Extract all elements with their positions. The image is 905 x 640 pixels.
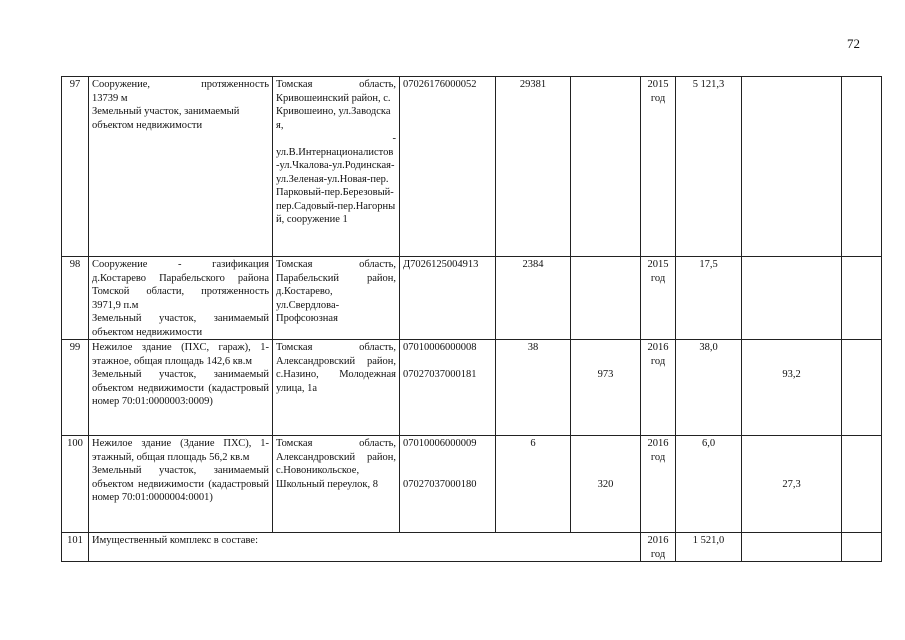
code-land: 07027037000181 [403, 369, 477, 380]
row-number: 98 [62, 257, 89, 340]
value-4 [742, 77, 842, 257]
table-row [62, 436, 882, 533]
object-description [89, 77, 273, 257]
value-2 [571, 436, 641, 533]
row-number: 101 [62, 533, 89, 562]
value-4 [742, 533, 842, 562]
value-1: 38 [496, 340, 571, 436]
year: 2016 год [641, 436, 676, 533]
row-number: 99 [62, 340, 89, 436]
value-4-land: 27,3 [782, 478, 801, 490]
value-3: 6,0 [676, 436, 742, 533]
desc-length: 13739 м [92, 92, 128, 104]
addr-dash: - [392, 133, 396, 144]
year: 2016 год [641, 340, 676, 436]
cadastral-code: Д7026125004913 [400, 257, 496, 340]
addr-part: Кривошеинский район, с.Кривошеино, ул.Заводская, [276, 92, 391, 131]
value-2 [571, 340, 641, 436]
cadastral-code: 07026176000052 [400, 77, 496, 257]
object-address: Томская область, Александровский район, с.Новоникольское, Школьный переулок, 8 [273, 436, 400, 533]
desc-main: Сооружение - газификация д.Костарево Парабельского района Томской области, протяженность 3971,9 п.м [92, 259, 269, 311]
row-number: 100 [62, 436, 89, 533]
object-address: Томская область, Александровский район, с.Назино, Молодежная улица, 1а [273, 340, 400, 436]
value-5 [842, 340, 882, 436]
property-table [61, 76, 882, 562]
value-4-land: 93,2 [782, 369, 801, 380]
value-5 [842, 533, 882, 562]
page-number: 72 [847, 36, 860, 51]
desc-land: Земельный участок, занимаемый объектом недвижимости (кадастровый номер 70:01:0000003:0009) [92, 369, 269, 407]
object-description [89, 340, 273, 436]
addr-word: Томская [276, 79, 313, 90]
value-2 [571, 77, 641, 257]
object-description: Имущественный комплекс в составе: [89, 533, 641, 562]
object-address [273, 77, 400, 257]
code-land: 07027037000180 [403, 478, 477, 490]
value-5 [842, 436, 882, 533]
table-row [62, 257, 882, 340]
table-row [62, 533, 882, 562]
row-number: 97 [62, 77, 89, 257]
value-5 [842, 257, 882, 340]
value-3: 38,0 [676, 340, 742, 436]
addr-part: ул.В.Интернационалистов-ул.Чкалова-ул.Родинская-ул.Зеленая-ул.Новая-пер.Парковый-пер.Березовый-пер.Садовый-пер.Нагорный, сооружение 1 [276, 146, 396, 225]
year: 2015 год [641, 77, 676, 257]
value-1: 29381 [496, 77, 571, 257]
code-building: 07010006000008 [403, 342, 477, 353]
desc-land: Земельный участок, занимаемый объектом недвижимости [92, 313, 269, 338]
desc-word: протяженность [201, 79, 269, 90]
value-3: 1 521,0 [676, 533, 742, 562]
desc-land: Земельный участок, занимаемый объектом недвижимости (кадастровый номер 70:01:0000004:0001) [92, 465, 269, 503]
table-row [62, 77, 882, 257]
value-2-land: 320 [597, 478, 614, 490]
code-building: 07010006000009 [403, 438, 477, 449]
object-description [89, 257, 273, 340]
value-1: 6 [496, 436, 571, 533]
year: 2016 год [641, 533, 676, 562]
year: 2015 год [641, 257, 676, 340]
value-4 [742, 436, 842, 533]
cadastral-code [400, 340, 496, 436]
value-3: 5 121,3 [676, 77, 742, 257]
value-4 [742, 257, 842, 340]
value-4 [742, 340, 842, 436]
object-address: Томская область, Парабельский район, д.Костарево, ул.Свердлова-Профсоюзная [273, 257, 400, 340]
desc-main: Нежилое здание (Здание ПХС), 1-этажный, общая площадь 56,2 кв.м [92, 438, 269, 463]
value-5 [842, 77, 882, 257]
value-1: 2384 [496, 257, 571, 340]
desc-land: Земельный участок, занимаемый объектом недвижимости [92, 106, 240, 131]
value-3: 17,5 [676, 257, 742, 340]
table-row [62, 340, 882, 436]
value-2 [571, 257, 641, 340]
desc-word: Сооружение, [92, 79, 151, 90]
desc-main: Нежилое здание (ПХС, гараж), 1-этажное, общая площадь 142,6 кв.м [92, 342, 269, 367]
addr-word: область, [359, 79, 396, 90]
cadastral-code [400, 436, 496, 533]
value-2-land: 973 [597, 369, 614, 380]
object-description [89, 436, 273, 533]
